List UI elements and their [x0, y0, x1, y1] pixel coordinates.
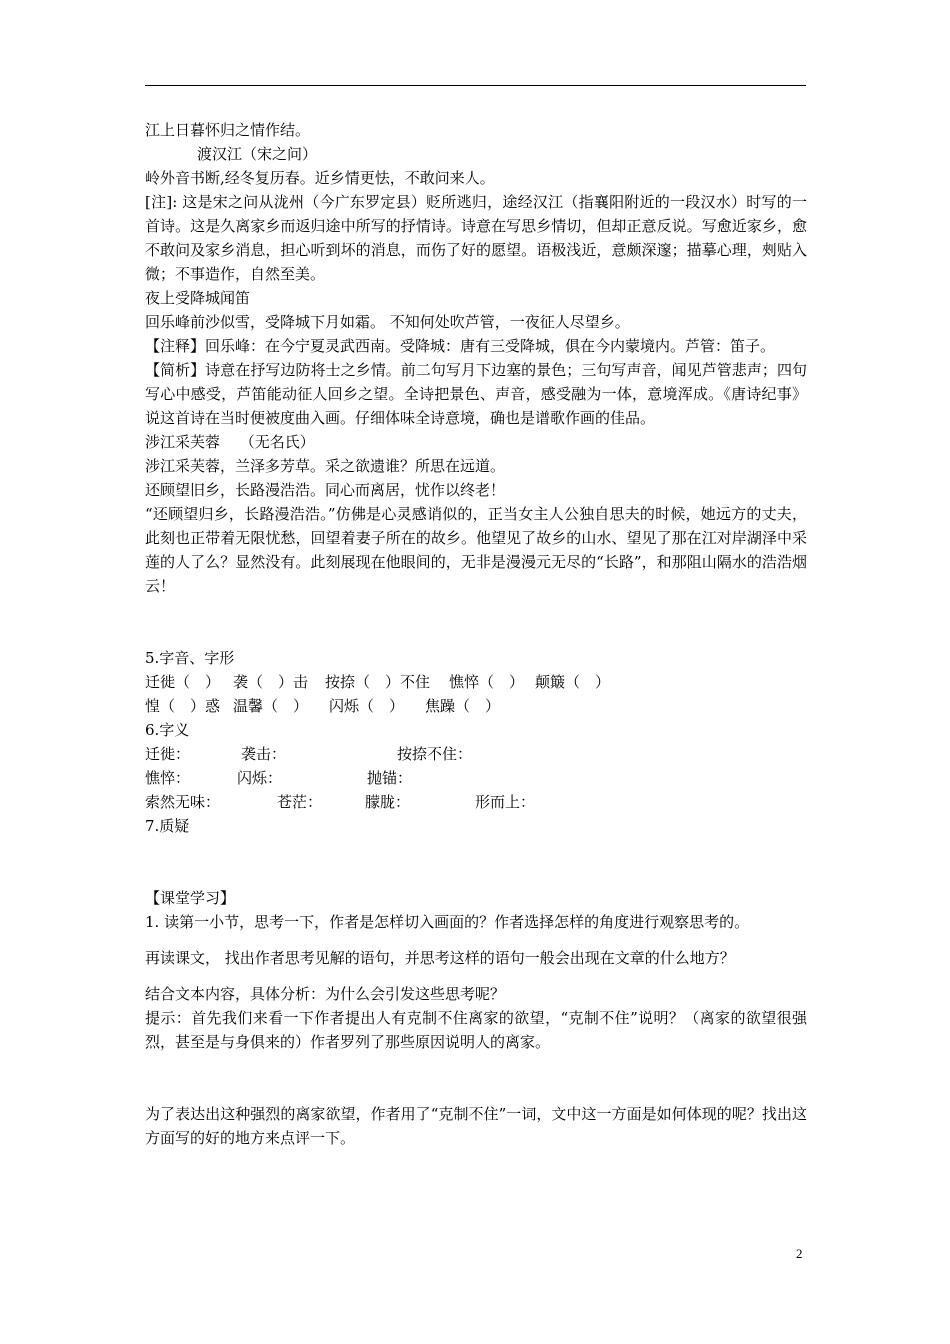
- poem-note: [注]: 这是宋之问从泷州（今广东罗定县）贬所逃归，途经汉江（指襄阳附近的一段汉水）时写的一首诗。这是久离家乡而返归途中所写的抒情诗。诗意在写思乡情切，但却正意反说。写愈近家乡，愈不敢问及家乡消息，担心听到坏的消息，而伤了好的愿望。语极浅近，意颇深邃；描摹心理，㓨贴入微；不事造作，自然至美。: [145, 193, 807, 283]
- poem-line: 还顾望旧乡，长路漫浩浩。同心而离居，忧作以终老！: [145, 481, 506, 499]
- section-heading: 5.字音、字形: [145, 649, 235, 667]
- pronunciation-item: 迁徙（ ）: [145, 673, 221, 691]
- meaning-item: 憔悴：: [145, 769, 191, 787]
- poem-title: 夜上受降城闻笛: [145, 289, 251, 307]
- section-heading: 7.质疑: [145, 817, 190, 835]
- pronunciation-row: [145, 694, 807, 718]
- question: 结合文本内容，具体分析：为什么会引发这些思考呢？: [145, 985, 506, 1003]
- meaning-item: 迁徙：: [145, 745, 191, 763]
- section-heading: 6.字义: [145, 721, 190, 739]
- header-rule: [145, 85, 806, 86]
- pronunciation-item: 颠簸（ ）: [535, 673, 611, 691]
- section-heading: 【课堂学习】: [145, 889, 236, 907]
- meaning-item: 闪烁：: [237, 769, 283, 787]
- meaning-row: [145, 742, 807, 766]
- meaning-item: 索然无味：: [145, 793, 221, 811]
- pronunciation-item: 温馨（ ）: [233, 697, 309, 715]
- hint: 提示：首先我们来看一下作者提出人有克制不住离家的欲望，“克制不住”说明？（离家的欲望很强烈，甚至是与身俱来的）作者罗列了那些原因说明人的离家。: [145, 1009, 807, 1051]
- poem-analysis: 【简析】诗意在抒写边防将士之乡情。前二句写月下边塞的景色；三句写声音，闻见芦管悲声；四句写心中感受，芦笛能动征人回乡之望。全诗把景色、声音，感受融为一体，意境浑成。《唐诗纪事》说这首诗在当时便被度曲入画。仔细体味全诗意境，确也是谱歌作画的佳品。: [145, 361, 807, 427]
- pronunciation-row: [145, 670, 807, 694]
- pronunciation-item: 焦躁（ ）: [425, 697, 501, 715]
- pronunciation-item: 闪烁（ ）: [329, 697, 405, 715]
- poem-title: 涉江采芙蓉 （无名氏）: [145, 433, 315, 451]
- text-line: 江上日暮怀归之情作结。: [145, 121, 311, 139]
- meaning-item: 形而上：: [475, 793, 536, 811]
- poem-annotation: 【注释】回乐峰：在今宁夏灵武西南。受降城：唐有三受降城，俱在今内蒙境内。芦管：笛子。: [145, 337, 776, 355]
- pronunciation-item: 按捺（ ）不住: [325, 673, 431, 691]
- meaning-row: [145, 790, 807, 814]
- poem-commentary: “还顾望归乡，长路漫浩浩。”仿佛是心灵感诮似的，正当女主人公独自思夫的时候，她远方的丈夫，此刻也正带着无限忧愁，回望着妻子所在的故乡。他望见了故乡的山水、望见了那在江对岸湖泽中采莲的人了么？显然没有。此刻展现在他眼间的，无非是漫漫元无尽的“长路”，和那阻山隔水的浩浩烟云！: [145, 505, 807, 595]
- meaning-item: 袭击：: [241, 745, 287, 763]
- pronunciation-item: 憔悴（ ）: [449, 673, 525, 691]
- pronunciation-item: 袭（ ）击: [233, 673, 309, 691]
- poem-line: 岭外音书断,经冬复历春。近乡情更怯，不敢问来人。: [145, 169, 495, 187]
- meaning-item: 抛锚：: [367, 769, 413, 787]
- question: 为了表达出这种强烈的离家欲望，作者用了“克制不住”一词，文中这一方面是如何体现的呢？找出这方面写的好的地方来点评一下。: [145, 1105, 807, 1147]
- poem-title: 渡汉江（宋之问）: [197, 145, 318, 163]
- meaning-item: 苍茫：: [277, 793, 323, 811]
- poem-line: 回乐峰前沙似雪，受降城下月如霜。 不知何处吹芦管，一夜征人尽望乡。: [145, 313, 630, 331]
- pronunciation-item: 惶（ ）惑: [145, 697, 221, 715]
- meaning-item: 朦胧：: [365, 793, 411, 811]
- question: 再读课文， 找出作者思考见解的语句，并思考这样的语句一般会出现在文章的什么地方？: [145, 949, 735, 967]
- meaning-item: 按捺不住：: [397, 745, 473, 763]
- question: 1. 读第一小节，思考一下，作者是怎样切入画面的？作者选择怎样的角度进行观察思考的。: [145, 913, 750, 931]
- page-number: 2: [796, 1246, 803, 1261]
- poem-line: 涉江采芙蓉，兰泽多芳草。采之欲遗谁？所思在远道。: [145, 457, 506, 475]
- document-body: [145, 118, 807, 1150]
- meaning-row: [145, 766, 807, 790]
